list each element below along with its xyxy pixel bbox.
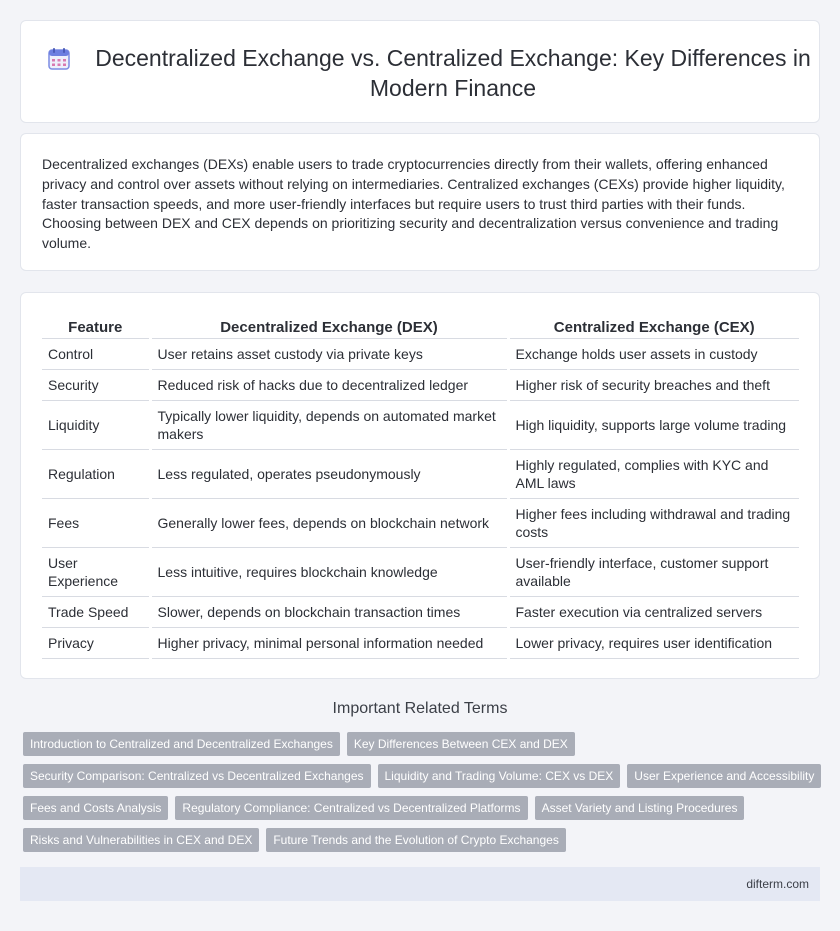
table-row	[42, 547, 799, 596]
feature-cell: Trade Speed	[42, 596, 150, 627]
header-dex: Decentralized Exchange (DEX)	[150, 314, 508, 338]
feature-cell: User Experience	[42, 547, 150, 596]
related-term-link[interactable]: Introduction to Centralized and Decentralized Exchanges	[23, 732, 340, 756]
related-term-link[interactable]: Asset Variety and Listing Procedures	[535, 796, 745, 820]
dex-cell: Less intuitive, requires blockchain knowledge	[150, 547, 508, 596]
dex-cell: Less regulated, operates pseudonymously	[150, 449, 508, 498]
footer	[20, 867, 820, 901]
cex-cell: Higher risk of security breaches and theft	[508, 369, 799, 400]
comparison-card	[20, 292, 820, 679]
table-row	[42, 498, 799, 547]
site-link[interactable]: difterm.com	[746, 877, 809, 891]
related-term-link[interactable]: Regulatory Compliance: Centralized vs Decentralized Platforms	[175, 796, 527, 820]
feature-cell: Security	[42, 369, 150, 400]
cex-cell: Lower privacy, requires user identification	[508, 627, 799, 658]
dex-cell: Slower, depends on blockchain transaction times	[150, 596, 508, 627]
dex-cell: Reduced risk of hacks due to decentralized ledger	[150, 369, 508, 400]
feature-cell: Regulation	[42, 449, 150, 498]
feature-cell: Privacy	[42, 627, 150, 658]
feature-cell: Fees	[42, 498, 150, 547]
dex-cell: Higher privacy, minimal personal information needed	[150, 627, 508, 658]
feature-cell: Liquidity	[42, 400, 150, 449]
table-row	[42, 596, 799, 627]
cex-cell: Faster execution via centralized servers	[508, 596, 799, 627]
header-feature: Feature	[42, 314, 150, 338]
table-row	[42, 338, 799, 369]
cex-cell: Exchange holds user assets in custody	[508, 338, 799, 369]
table-row	[42, 627, 799, 658]
cex-cell: High liquidity, supports large volume trading	[508, 400, 799, 449]
cex-cell: Higher fees including withdrawal and trading costs	[508, 498, 799, 547]
table-row	[42, 369, 799, 400]
table-row	[42, 400, 799, 449]
related-term-link[interactable]: Future Trends and the Evolution of Crypto Exchanges	[266, 828, 566, 852]
dex-cell: Typically lower liquidity, depends on automated market makers	[150, 400, 508, 449]
comparison-table	[42, 314, 799, 659]
cex-cell: User-friendly interface, customer support available	[508, 547, 799, 596]
related-term-link[interactable]: Key Differences Between CEX and DEX	[347, 732, 575, 756]
feature-cell: Control	[42, 338, 150, 369]
related-term-link[interactable]: Risks and Vulnerabilities in CEX and DEX	[23, 828, 259, 852]
related-term-link[interactable]: User Experience and Accessibility	[627, 764, 821, 788]
intro-card	[20, 133, 820, 271]
table-row	[42, 449, 799, 498]
page-title: Decentralized Exchange vs. Centralized Exchange: Key Differences in Modern Finance	[95, 44, 811, 101]
dex-cell: Generally lower fees, depends on blockchain network	[150, 498, 508, 547]
cex-cell: Highly regulated, complies with KYC and AML laws	[508, 449, 799, 498]
header-cex: Centralized Exchange (CEX)	[508, 314, 799, 338]
related-term-link[interactable]: Liquidity and Trading Volume: CEX vs DEX	[378, 764, 621, 788]
related-terms-heading: Important Related Terms	[332, 700, 508, 717]
related-term-link[interactable]: Fees and Costs Analysis	[23, 796, 168, 820]
related-terms-list	[23, 732, 823, 860]
header-card	[20, 20, 820, 123]
dex-cell: User retains asset custody via private keys	[150, 338, 508, 369]
table-header-row	[42, 314, 799, 338]
intro-paragraph: Decentralized exchanges (DEXs) enable users to trade cryptocurrencies directly from their wallets, offering enhanced privacy and control over assets without relying on intermediaries. Centralized exchanges (CEXs) provide higher liquidity, faster transaction speeds, and more user-friendly interfaces but require users to trust third parties with their funds. Choosing between DEX and CEX depends on prioritizing security and decentralization versus convenience and trading volume.	[42, 156, 785, 252]
related-term-link[interactable]: Security Comparison: Centralized vs Decentralized Exchanges	[23, 764, 371, 788]
